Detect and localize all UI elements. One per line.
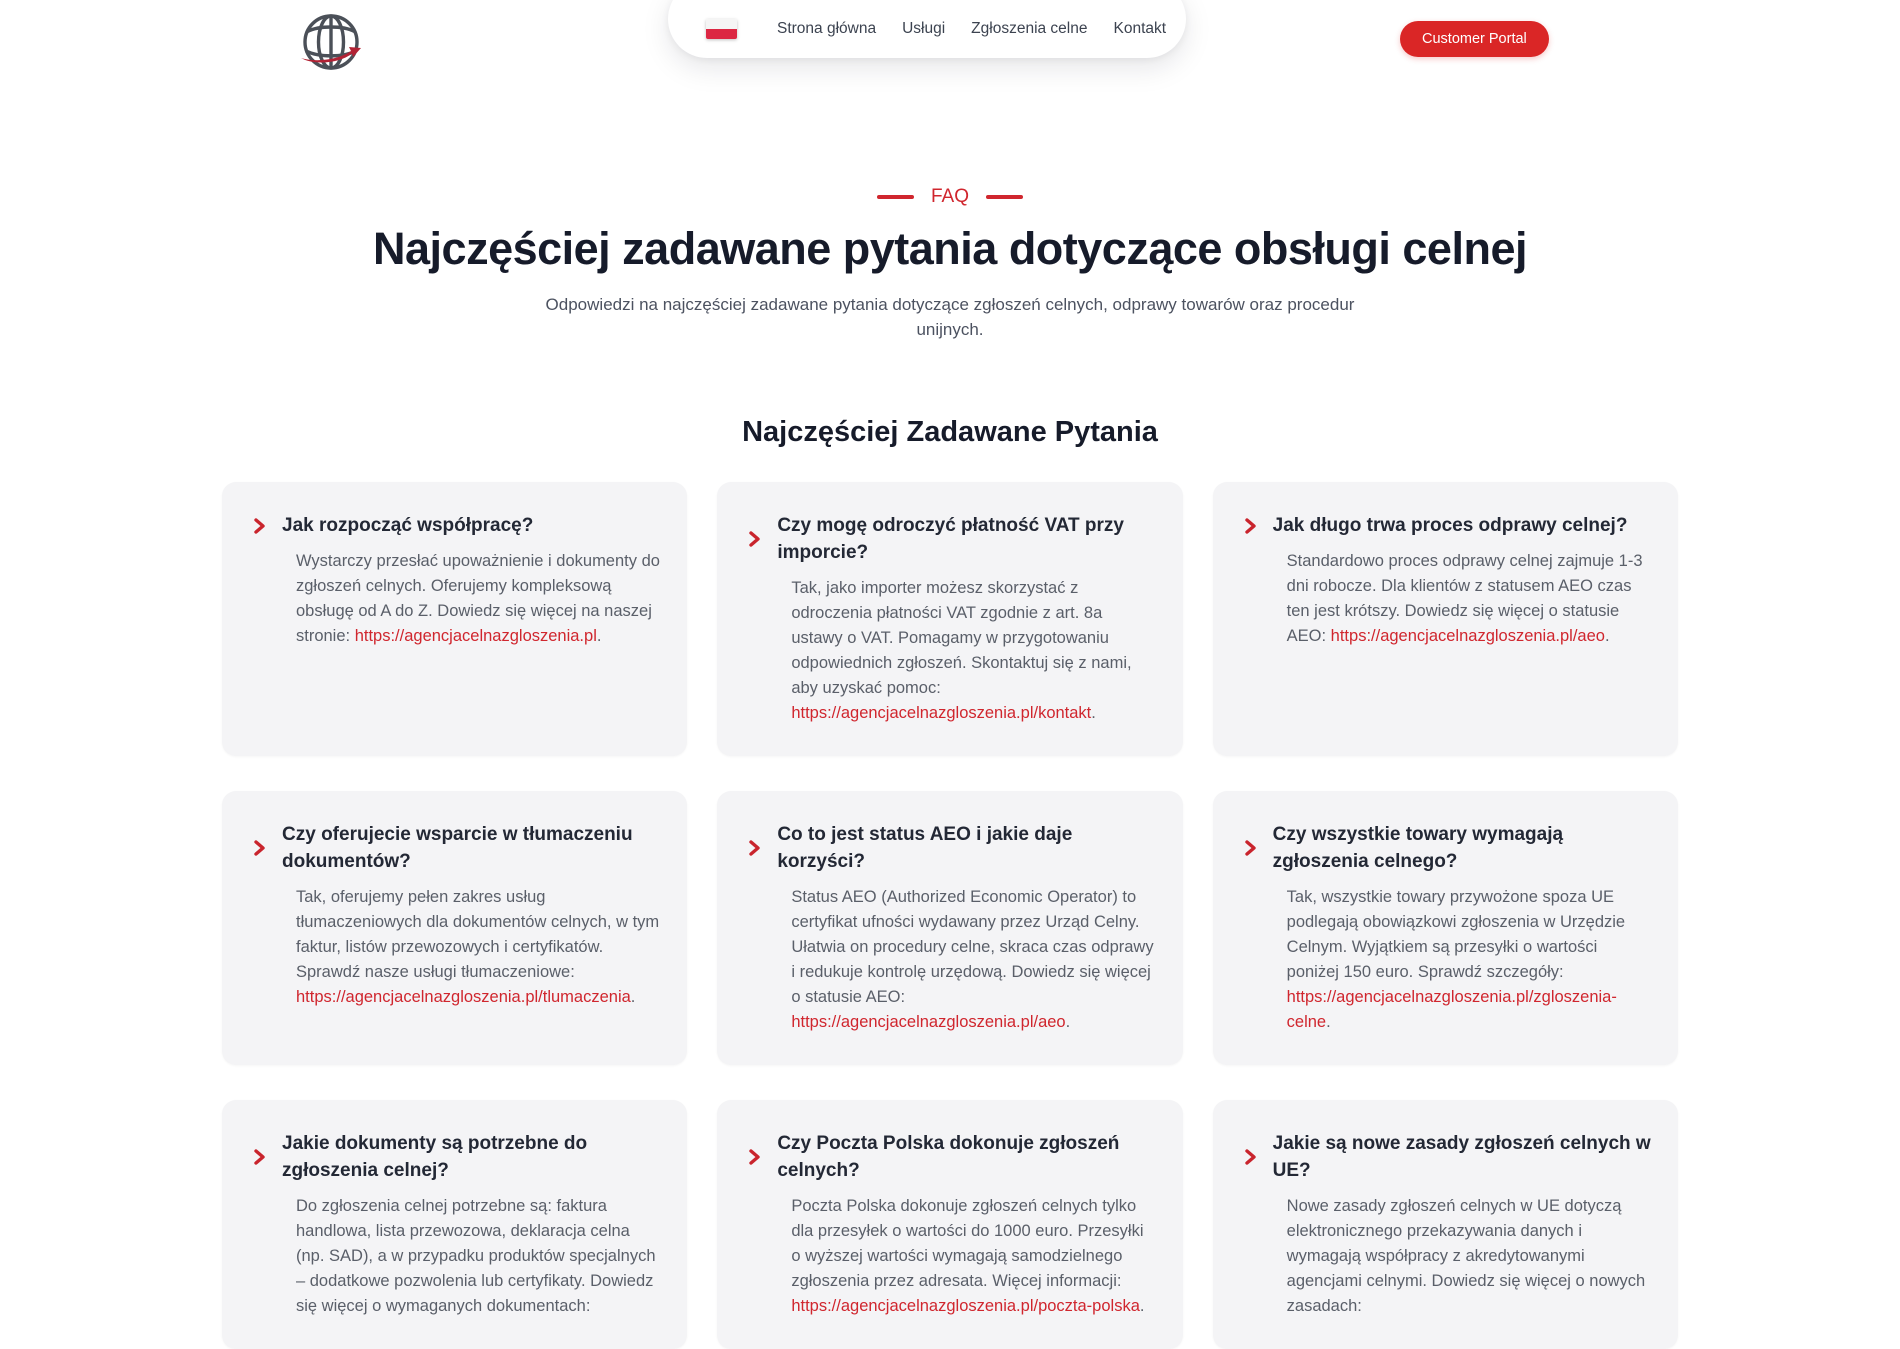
page-title: Najczęściej zadawane pytania dotyczące obsługi celnej xyxy=(373,223,1527,274)
eyebrow-dash xyxy=(986,195,1023,199)
faq-question: Czy Poczta Polska dokonuje zgłoszeń celnych? xyxy=(777,1133,1120,1181)
faq-answer-tail: . xyxy=(1065,1013,1071,1031)
globe-arrow-icon xyxy=(299,63,363,80)
faq-link[interactable]: https://agencjacelnazgloszenia.pl xyxy=(354,627,597,645)
faq-answer xyxy=(296,885,661,1010)
faq-question: Jak rozpocząć współpracę? xyxy=(282,515,534,536)
chevron-right-icon xyxy=(1241,1148,1259,1166)
faq-card xyxy=(717,482,1182,756)
header xyxy=(0,0,1900,84)
faq-question: Jakie dokumenty są potrzebne do zgłoszenia celnej? xyxy=(282,1133,588,1181)
faq-answer xyxy=(791,1194,1156,1319)
chevron-right-icon xyxy=(745,530,763,548)
chevron-right-icon xyxy=(745,1148,763,1166)
chevron-right-icon xyxy=(1241,839,1259,857)
faq-answer xyxy=(1287,549,1652,649)
faq-answer-tail: . xyxy=(596,627,602,645)
faq-answer-text: Wystarczy przesłać upoważnienie i dokumenty do zgłoszeń celnych. Oferujemy kompleksową obsługę od A do Z. Dowiedz się więcej na naszej stronie: xyxy=(296,552,660,645)
faq-answer xyxy=(296,1194,661,1319)
chevron-right-icon xyxy=(1241,517,1259,535)
faq-grid xyxy=(222,482,1678,1349)
faq-answer-text: Do zgłoszenia celnej potrzebne są: faktura handlowa, lista przewozowa, deklaracja celna (np. SAD), a w przypadku produktów specjalnych – dodatkowe pozwolenia lub certyfikaty. Dowiedz się więcej o wymaganych dokumentach: xyxy=(296,1197,656,1315)
faq-link[interactable]: https://agencjacelnazgloszenia.pl/kontakt xyxy=(791,704,1092,722)
faq-link[interactable]: https://agencjacelnazgloszenia.pl/aeo xyxy=(791,1013,1066,1031)
faq-question: Jakie są nowe zasady zgłoszeń celnych w UE? xyxy=(1272,1133,1651,1181)
faq-card xyxy=(1213,1100,1678,1349)
hero-section xyxy=(0,84,1900,342)
faq-answer-text: Nowe zasady zgłoszeń celnych w UE dotyczą elektronicznego przekazywania danych i wymagają współpracy z akredytowanymi agencjami celnymi. Dowiedz się więcej o nowych zasadach: xyxy=(1286,1197,1646,1315)
faq-answer xyxy=(296,549,661,649)
faq-answer xyxy=(1287,885,1652,1035)
faq-card xyxy=(222,482,687,756)
faq-answer xyxy=(1287,1194,1652,1319)
faq-link[interactable]: https://agencjacelnazgloszenia.pl/aeo xyxy=(1330,627,1605,645)
nav-link-services[interactable]: Usługi xyxy=(902,20,946,37)
faq-section xyxy=(0,342,1900,1349)
nav-link-customs-declarations[interactable]: Zgłoszenia celne xyxy=(971,20,1088,37)
chevron-right-icon xyxy=(745,839,763,857)
faq-card xyxy=(717,791,1182,1065)
poland-flag-icon[interactable] xyxy=(706,19,737,39)
faq-section-title: Najczęściej Zadawane Pytania xyxy=(742,416,1158,448)
faq-answer xyxy=(791,885,1156,1035)
company-logo[interactable] xyxy=(299,6,363,76)
faq-answer-tail: . xyxy=(1604,627,1610,645)
faq-question: Czy mogę odroczyć płatność VAT przy imporcie? xyxy=(777,515,1124,563)
faq-link[interactable]: https://agencjacelnazgloszenia.pl/zgloszenia-celne xyxy=(1286,988,1617,1031)
faq-answer-text: Tak, wszystkie towary przywożone spoza UE podlegają obowiązkowi zgłoszenia w Urzędzie Celnym. Wyjątkiem są przesyłki o wartości poniżej 150 euro. Sprawdź szczegóły: xyxy=(1286,888,1626,981)
faq-answer-tail: . xyxy=(630,988,636,1006)
faq-question: Co to jest status AEO i jakie daje korzyści? xyxy=(777,824,1073,872)
faq-card xyxy=(1213,482,1678,756)
faq-answer-tail: . xyxy=(1326,1013,1331,1031)
faq-answer-tail: . xyxy=(1139,1297,1145,1315)
chevron-right-icon xyxy=(250,1148,268,1166)
faq-card xyxy=(1213,791,1678,1065)
faq-answer-text: Poczta Polska dokonuje zgłoszeń celnych tylko dla przesyłek o wartości do 1000 euro. Przesyłki o wyższej wartości wymagają samodzielnego zgłoszenia przez adresata. Więcej informacji: xyxy=(791,1197,1144,1290)
faq-answer xyxy=(791,576,1156,726)
chevron-right-icon xyxy=(250,839,268,857)
faq-question: Czy wszystkie towary wymagają zgłoszenia celnego? xyxy=(1272,824,1564,872)
faq-answer-text: Status AEO (Authorized Economic Operator) to certyfikat ufności wydawany przez Urząd Celny. Ułatwia on procedury celne, skraca czas odprawy i redukuje kontrolę urzędową. Dowiedz się więcej o statusie AEO: xyxy=(791,888,1154,1006)
customer-portal-button[interactable]: Customer Portal xyxy=(1400,21,1549,57)
faq-link[interactable]: https://agencjacelnazgloszenia.pl/poczta-polska xyxy=(791,1297,1140,1315)
faq-question: Czy oferujecie wsparcie w tłumaczeniu dokumentów? xyxy=(282,824,633,872)
faq-answer-text: Tak, jako importer możesz skorzystać z odroczenia płatności VAT zgodnie z art. 8a ustawy o VAT. Pomagamy w przygotowaniu odpowiednich zgłoszeń. Skontaktuj się z nami, aby uzyskać pomoc: xyxy=(791,579,1132,697)
eyebrow-label: FAQ xyxy=(930,186,969,207)
faq-answer-text: Tak, oferujemy pełen zakres usług tłumaczeniowych dla dokumentów celnych, w tym faktur, listów przewozowych i certyfikatów. Sprawdź nasze usługi tłumaczeniowe: xyxy=(296,888,660,981)
nav-link-contact[interactable]: Kontakt xyxy=(1113,20,1167,37)
faq-question: Jak długo trwa proces odprawy celnej? xyxy=(1272,515,1628,536)
page-subtitle: Odpowiedzi na najczęściej zadawane pytania dotyczące zgłoszeń celnych, odprawy towarów oraz procedur unijnych. xyxy=(545,295,1355,339)
main-nav xyxy=(668,0,1186,58)
faq-link[interactable]: https://agencjacelnazgloszenia.pl/tlumaczenia xyxy=(296,988,631,1006)
nav-link-home[interactable]: Strona główna xyxy=(777,20,877,37)
faq-card xyxy=(222,791,687,1065)
faq-eyebrow xyxy=(0,186,1900,208)
eyebrow-dash xyxy=(877,195,914,199)
faq-answer-text: Standardowo proces odprawy celnej zajmuje 1-3 dni robocze. Dla klientów z statusem AEO czas ten jest krótszy. Dowiedz się więcej o statusie AEO: xyxy=(1286,552,1643,645)
faq-card xyxy=(222,1100,687,1349)
faq-answer-tail: . xyxy=(1091,704,1096,722)
faq-card xyxy=(717,1100,1182,1349)
chevron-right-icon xyxy=(250,517,268,535)
